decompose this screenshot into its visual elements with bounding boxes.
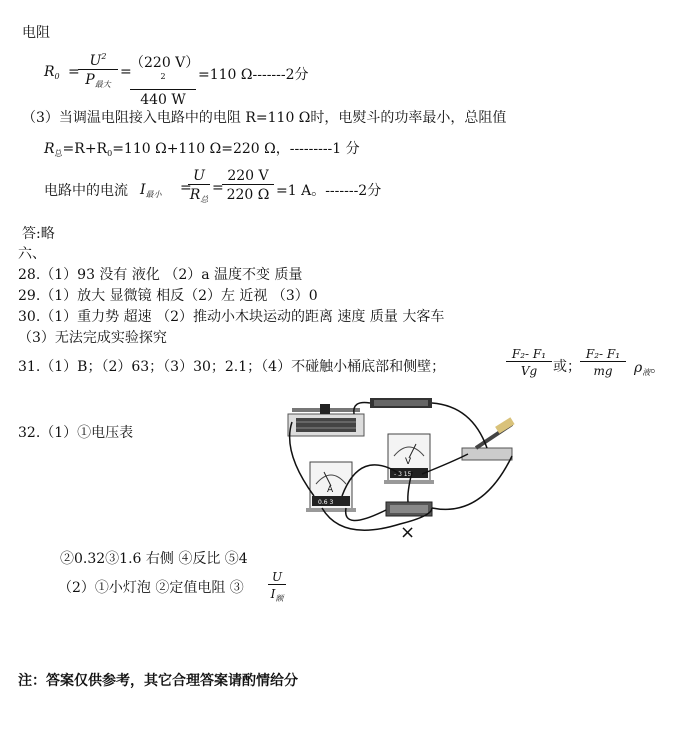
q3-text: （3）当调温电阻接入电路中的电阻 R=110 Ω时，电熨斗的功率最小，总阻值 bbox=[22, 110, 507, 126]
eq3-frac1: U $R_总$ bbox=[189, 168, 209, 204]
q29: 29.（1）放大 显微镜 相反（2）左 近视 （3）0 bbox=[18, 288, 318, 304]
ammeter-label: A bbox=[327, 485, 334, 495]
q32-frac: U $I_额$ bbox=[268, 570, 286, 604]
resistor-bottom bbox=[386, 502, 432, 516]
q30: 30.（1）重力势 超速 （2）推动小木块运动的距离 速度 质量 大客车 bbox=[18, 309, 445, 325]
equation-r-total: $R_总=R+R_0=110$ Ω+110 Ω=220 Ω，---------1 分 bbox=[44, 141, 360, 158]
eq1-result: =110 Ω-------2分 bbox=[198, 67, 309, 83]
circuit-diagram bbox=[282, 392, 532, 547]
voltmeter bbox=[384, 434, 434, 484]
ammeter bbox=[306, 462, 356, 512]
eq1-lhs: $R_0$ bbox=[44, 64, 60, 81]
wire-cross-mark: × bbox=[400, 522, 416, 543]
label-resistance: 电阻 bbox=[22, 25, 50, 41]
q28: 28.（1）93 没有 液化 （2）a 温度不变 质量 bbox=[18, 267, 303, 283]
q32-line2: ②0.32③1.6 右侧 ④反比 ⑤4 bbox=[60, 551, 248, 567]
eq1-frac1: $U^2$ $P_{最大}$ bbox=[78, 52, 118, 90]
voltmeter-label: V bbox=[405, 457, 412, 467]
q32-line1: 32.（1）①电压表 bbox=[18, 425, 134, 441]
rheostat bbox=[288, 404, 364, 436]
ammeter-scale: 0.6 3 bbox=[318, 499, 334, 506]
q31-frac1: F₂- F₁ Vg bbox=[506, 347, 552, 378]
q30-line2: （3）无法完成实验探究 bbox=[18, 330, 167, 346]
battery-top bbox=[370, 398, 432, 408]
eq3-frac2: 220 V 220 Ω bbox=[222, 168, 274, 203]
footnote: 注：答案仅供参考，其它合理答案请酌情给分 bbox=[18, 673, 298, 689]
section-six: 六、 bbox=[18, 246, 46, 262]
answer-omitted: 答:略 bbox=[22, 226, 55, 242]
q32-line3: （2）①小灯泡 ②定值电阻 ③ bbox=[58, 580, 244, 596]
q31-frac2: F₂- F₁ mg bbox=[580, 347, 626, 378]
voltmeter-scale: - 3 15 bbox=[394, 471, 412, 478]
eq1-frac2: （220 V）$^2$ 440 W bbox=[130, 55, 200, 108]
light-bulb bbox=[462, 417, 515, 460]
